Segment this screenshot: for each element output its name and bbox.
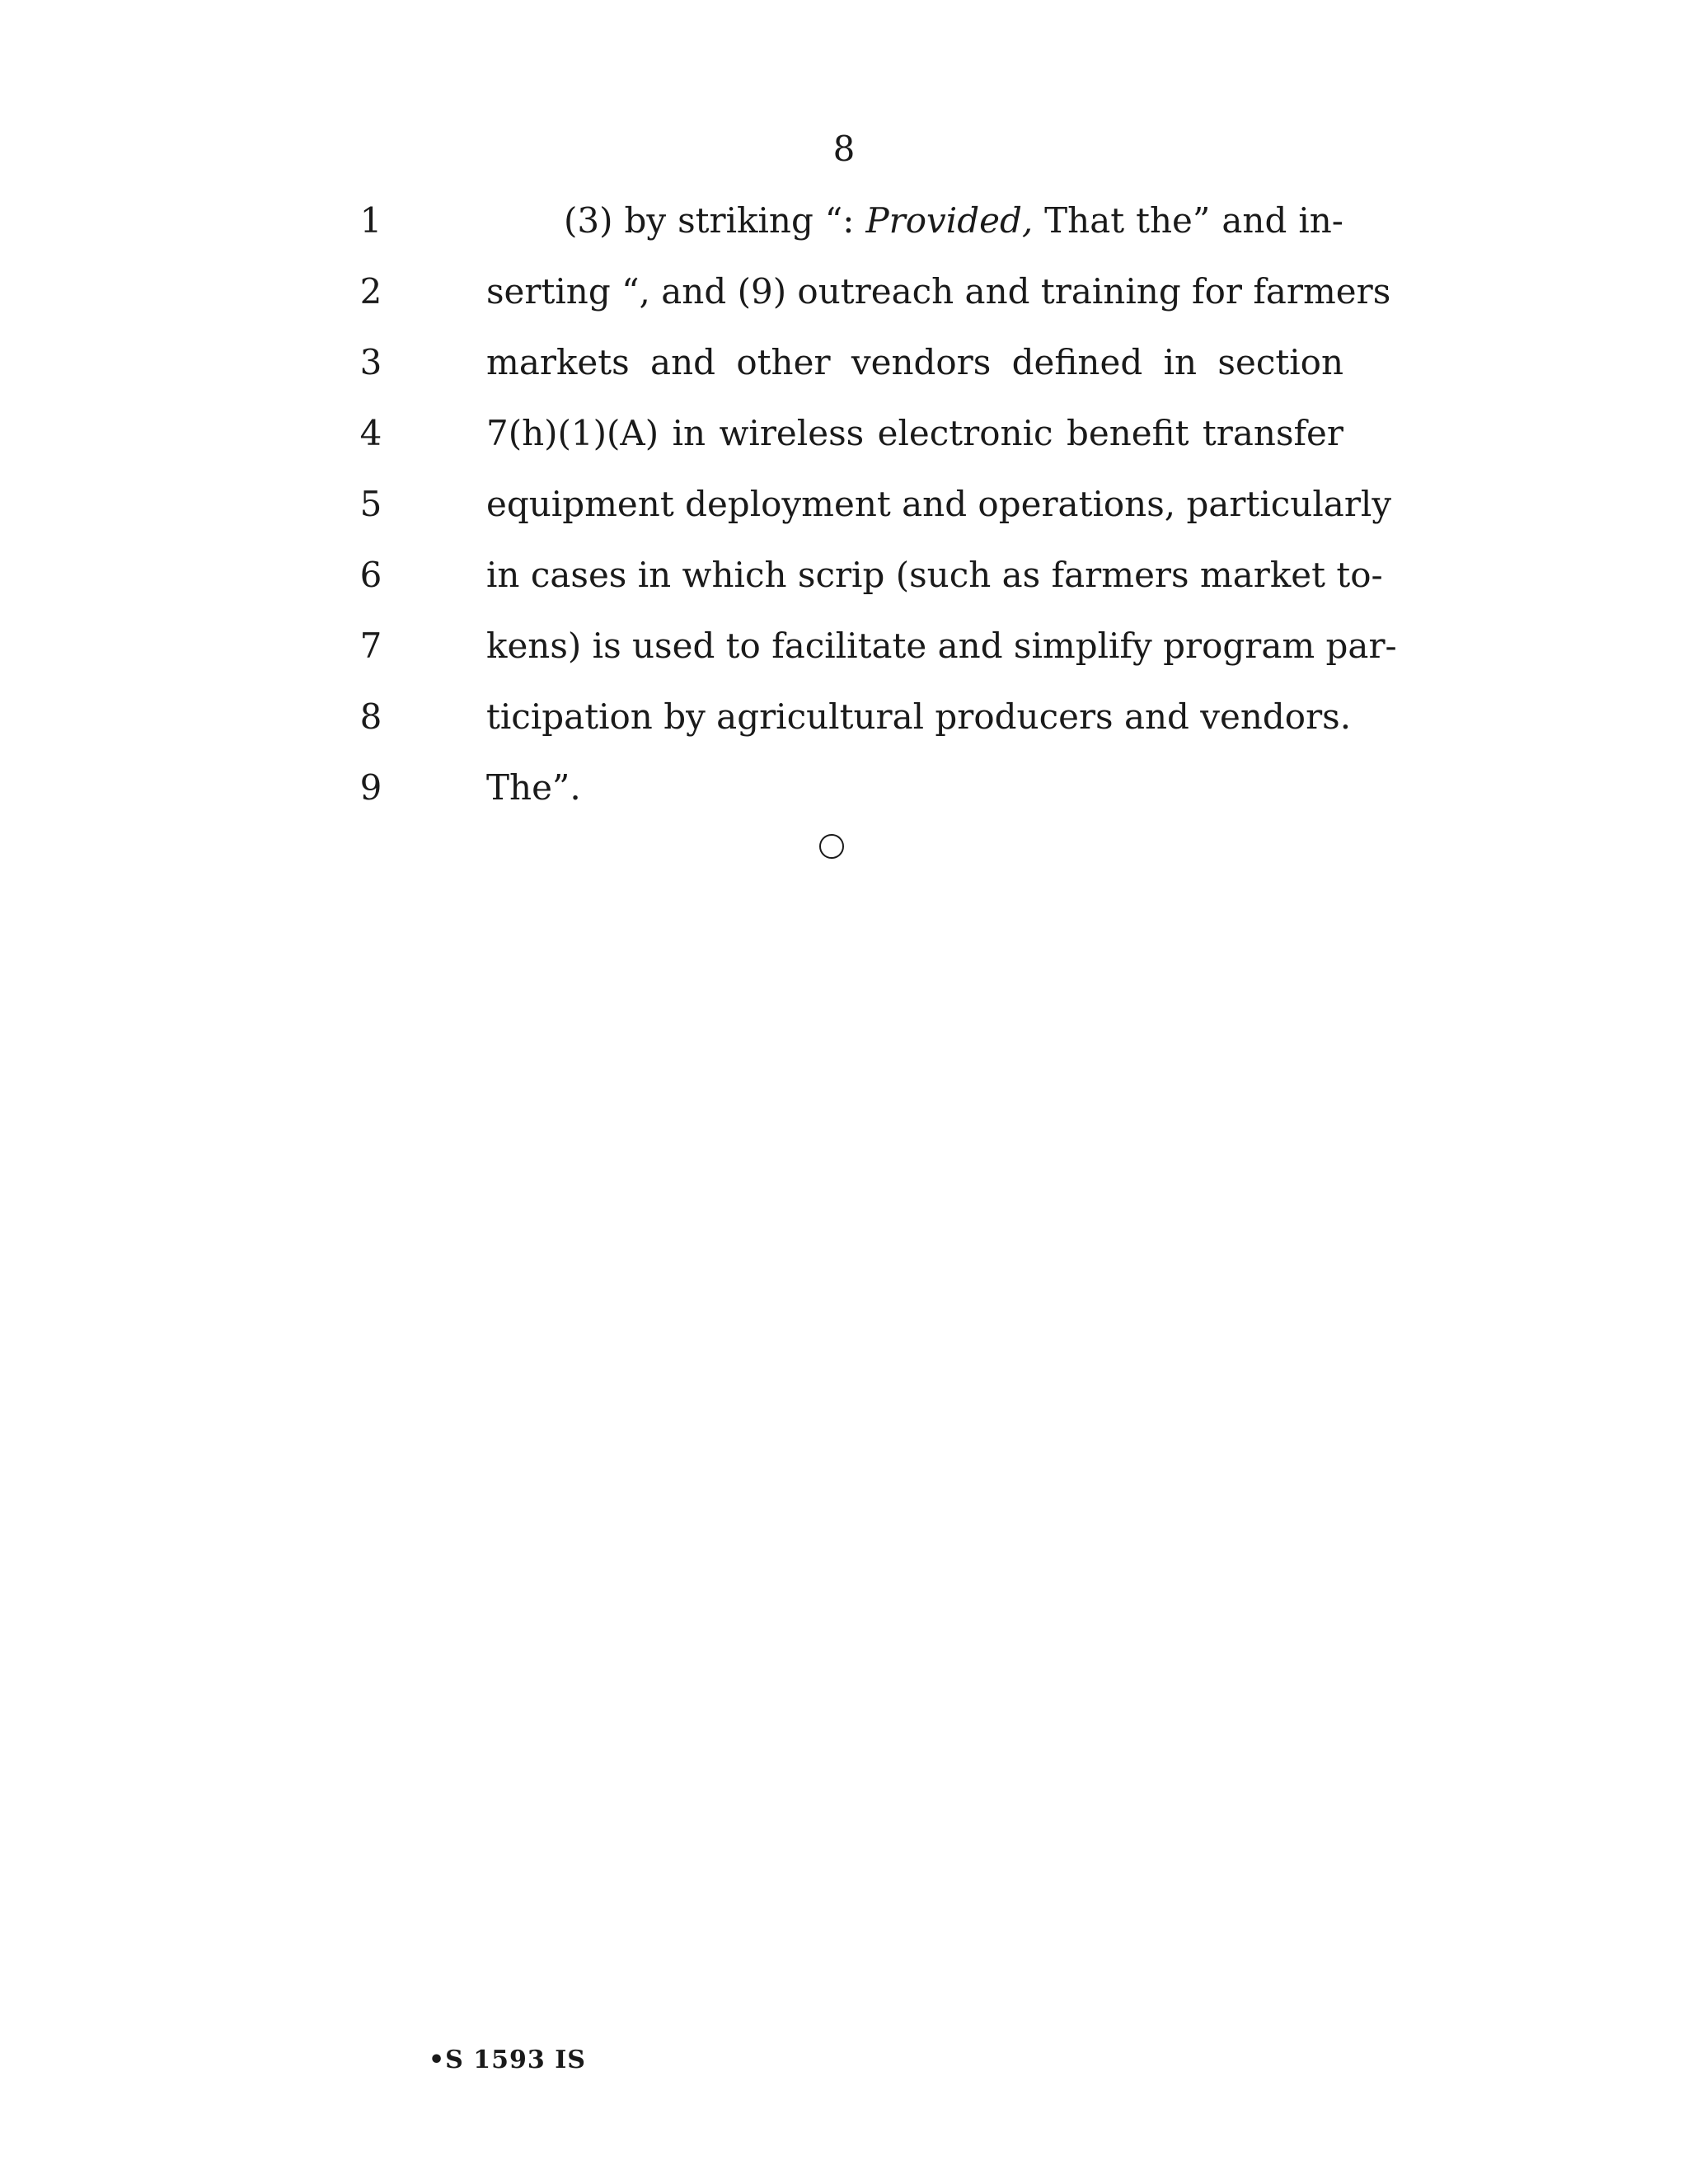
line-number: 8 <box>359 696 382 737</box>
end-of-document-circle-icon <box>819 834 844 859</box>
line-text-after: That the” and in- <box>1033 200 1343 241</box>
bill-line <box>354 200 1343 271</box>
line-text: equipment deployment and operations, particularly <box>486 484 1392 524</box>
bill-line <box>354 767 1343 838</box>
line-number: 2 <box>359 271 382 312</box>
italic-term: Provided, <box>865 200 1034 241</box>
line-text: 7(h)(1)(A) in wireless electronic benefit transfer <box>486 413 1343 453</box>
bill-line <box>354 413 1343 484</box>
bill-line <box>354 342 1343 413</box>
line-text: ticipation by agricultural producers and vendors. <box>486 696 1352 737</box>
line-number: 9 <box>359 767 382 808</box>
line-text: markets and other vendors defined in section <box>486 342 1343 382</box>
line-number: 6 <box>359 555 382 595</box>
bill-line <box>354 484 1392 555</box>
line-number: 4 <box>359 413 382 453</box>
line-text: kens) is used to facilitate and simplify program par- <box>486 626 1397 666</box>
bill-line <box>354 555 1383 626</box>
bill-line <box>354 696 1352 767</box>
line-number: 1 <box>359 200 382 241</box>
line-text-before: (3) by striking “: <box>564 200 866 241</box>
bill-identifier: •S 1593 IS <box>429 2046 586 2074</box>
line-text: serting “, and (9) outreach and training for farmers <box>486 271 1391 312</box>
line-number: 7 <box>359 626 382 666</box>
page-number: 8 <box>832 129 856 169</box>
line-text: The”. <box>486 767 581 808</box>
line-number: 3 <box>359 342 382 382</box>
line-number: 5 <box>359 484 382 524</box>
bill-body <box>354 200 1397 838</box>
bill-line <box>354 626 1397 696</box>
line-text <box>486 200 1343 241</box>
line-text: in cases in which scrip (such as farmers market to- <box>486 555 1383 595</box>
bill-line <box>354 271 1391 342</box>
